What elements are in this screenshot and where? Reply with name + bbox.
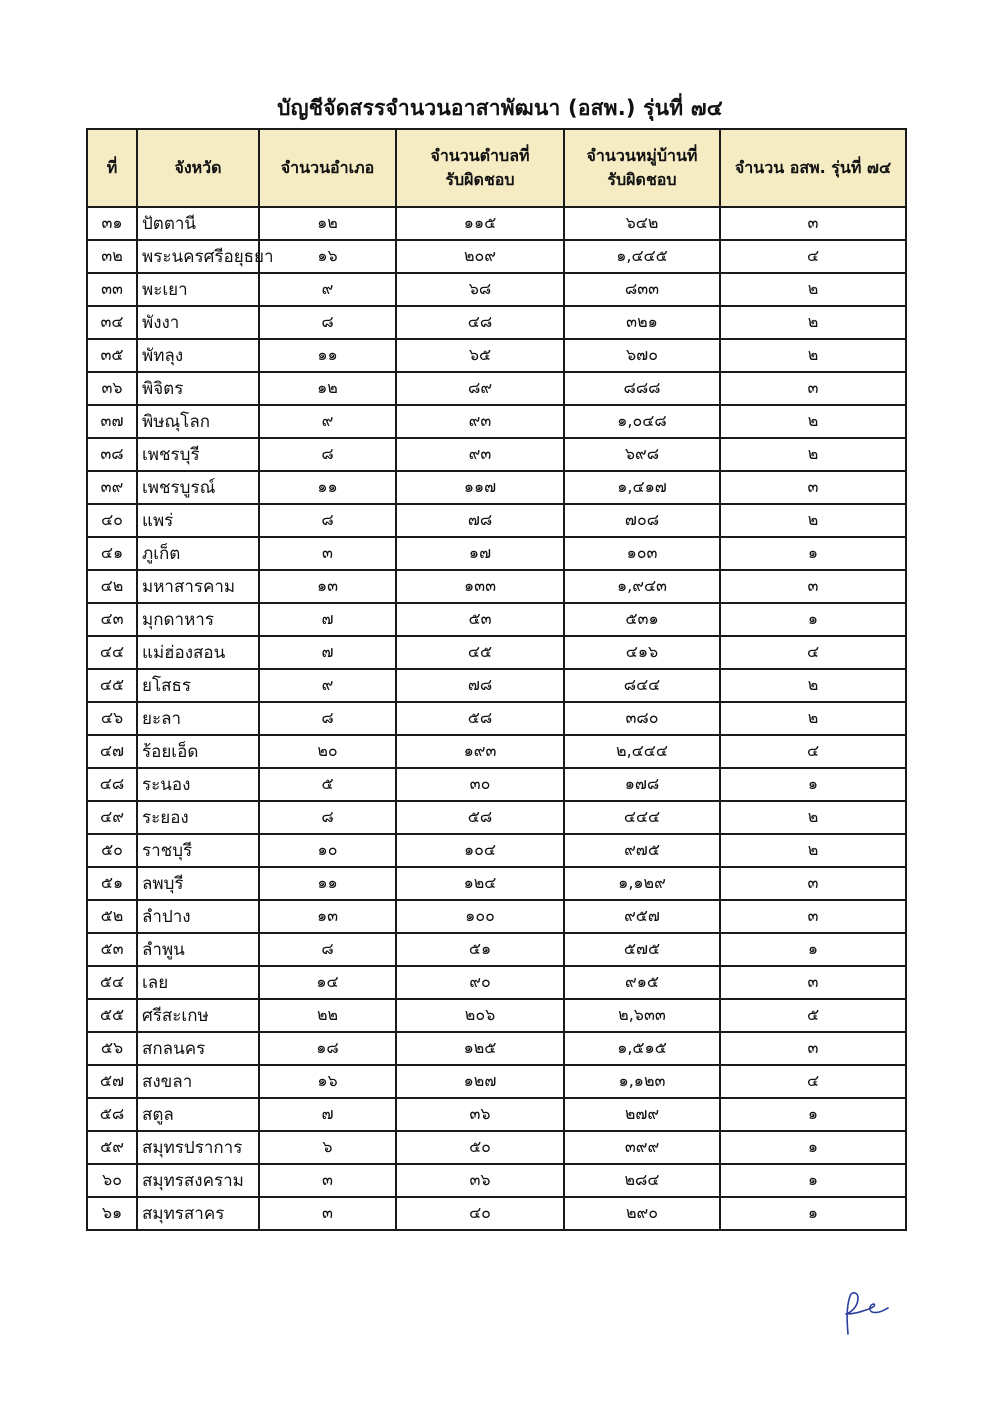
cell-villages: ๙๕๗	[564, 900, 720, 933]
cell-volunteers: ๒	[720, 438, 906, 471]
cell-no: ๔๔	[87, 636, 137, 669]
cell-province: พะเยา	[137, 273, 259, 306]
table-header	[87, 129, 906, 207]
cell-villages: ๕๓๑	[564, 603, 720, 636]
cell-province: ยะลา	[137, 702, 259, 735]
cell-subdistricts: ๙๐	[396, 966, 564, 999]
cell-no: ๔๙	[87, 801, 137, 834]
cell-volunteers: ๕	[720, 999, 906, 1032]
header-villages: จำนวนหมู่บ้านที่ รับผิดชอบ	[564, 129, 720, 207]
table-row	[87, 801, 906, 834]
cell-volunteers: ๓	[720, 570, 906, 603]
table-body	[87, 207, 906, 1230]
table-row	[87, 372, 906, 405]
cell-no: ๖๑	[87, 1197, 137, 1230]
cell-no: ๓๓	[87, 273, 137, 306]
cell-villages: ๑,๙๔๓	[564, 570, 720, 603]
cell-villages: ๑,๑๒๙	[564, 867, 720, 900]
cell-no: ๕๙	[87, 1131, 137, 1164]
table-row	[87, 1098, 906, 1131]
cell-no: ๕๘	[87, 1098, 137, 1131]
cell-districts: ๑๖	[259, 1065, 396, 1098]
cell-subdistricts: ๙๓	[396, 405, 564, 438]
table-row	[87, 1032, 906, 1065]
cell-districts: ๑๑	[259, 471, 396, 504]
cell-province: พัทลุง	[137, 339, 259, 372]
cell-villages: ๖๔๒	[564, 207, 720, 240]
cell-no: ๓๙	[87, 471, 137, 504]
cell-province: สงขลา	[137, 1065, 259, 1098]
cell-villages: ๖๗๐	[564, 339, 720, 372]
table-row	[87, 1164, 906, 1197]
cell-villages: ๒,๖๓๓	[564, 999, 720, 1032]
cell-subdistricts: ๒๐๖	[396, 999, 564, 1032]
cell-province: มุกดาหาร	[137, 603, 259, 636]
table-row	[87, 240, 906, 273]
cell-volunteers: ๑	[720, 603, 906, 636]
cell-subdistricts: ๗๘	[396, 504, 564, 537]
cell-villages: ๑,๔๑๗	[564, 471, 720, 504]
cell-volunteers: ๒	[720, 339, 906, 372]
header-districts: จำนวนอำเภอ	[259, 129, 396, 207]
cell-volunteers: ๑	[720, 933, 906, 966]
cell-villages: ๑๗๘	[564, 768, 720, 801]
cell-no: ๔๗	[87, 735, 137, 768]
cell-districts: ๘	[259, 933, 396, 966]
cell-no: ๕๑	[87, 867, 137, 900]
cell-subdistricts: ๓๖	[396, 1098, 564, 1131]
cell-districts: ๑๑	[259, 867, 396, 900]
cell-volunteers: ๒	[720, 504, 906, 537]
cell-subdistricts: ๑๒๔	[396, 867, 564, 900]
cell-no: ๔๒	[87, 570, 137, 603]
cell-villages: ๓๙๙	[564, 1131, 720, 1164]
table-row	[87, 1131, 906, 1164]
cell-districts: ๓	[259, 537, 396, 570]
allocation-table	[86, 128, 907, 1231]
cell-no: ๓๘	[87, 438, 137, 471]
cell-volunteers: ๒	[720, 702, 906, 735]
cell-villages: ๙๑๕	[564, 966, 720, 999]
cell-volunteers: ๑	[720, 768, 906, 801]
cell-subdistricts: ๕๐	[396, 1131, 564, 1164]
cell-province: มหาสารคาม	[137, 570, 259, 603]
cell-province: เพชรบุรี	[137, 438, 259, 471]
cell-districts: ๙	[259, 669, 396, 702]
cell-subdistricts: ๓๖	[396, 1164, 564, 1197]
cell-volunteers: ๓	[720, 966, 906, 999]
cell-subdistricts: ๙๓	[396, 438, 564, 471]
table-row	[87, 1065, 906, 1098]
cell-province: สมุทรสาคร	[137, 1197, 259, 1230]
cell-no: ๕๐	[87, 834, 137, 867]
table-row	[87, 438, 906, 471]
cell-subdistricts: ๑๑๕	[396, 207, 564, 240]
table-row	[87, 702, 906, 735]
cell-districts: ๑๐	[259, 834, 396, 867]
cell-province: ราชบุรี	[137, 834, 259, 867]
table-row	[87, 207, 906, 240]
cell-subdistricts: ๓๐	[396, 768, 564, 801]
cell-volunteers: ๒	[720, 801, 906, 834]
cell-villages: ๙๗๕	[564, 834, 720, 867]
cell-volunteers: ๒	[720, 306, 906, 339]
cell-volunteers: ๑	[720, 1197, 906, 1230]
table-row	[87, 1197, 906, 1230]
cell-villages: ๘๓๓	[564, 273, 720, 306]
cell-no: ๔๑	[87, 537, 137, 570]
cell-province: ปัตตานี	[137, 207, 259, 240]
header-no: ที่	[87, 129, 137, 207]
cell-province: เลย	[137, 966, 259, 999]
table-row	[87, 768, 906, 801]
cell-no: ๓๑	[87, 207, 137, 240]
cell-villages: ๑,๐๔๘	[564, 405, 720, 438]
header-province: จังหวัด	[137, 129, 259, 207]
cell-subdistricts: ๕๓	[396, 603, 564, 636]
cell-province: ระนอง	[137, 768, 259, 801]
cell-province: พระนครศรีอยุธยา	[137, 240, 259, 273]
table-row	[87, 966, 906, 999]
cell-villages: ๑,๔๔๕	[564, 240, 720, 273]
cell-subdistricts: ๕๑	[396, 933, 564, 966]
table-row	[87, 339, 906, 372]
cell-districts: ๑๘	[259, 1032, 396, 1065]
cell-subdistricts: ๑๒๕	[396, 1032, 564, 1065]
table-row	[87, 471, 906, 504]
cell-districts: ๘	[259, 438, 396, 471]
cell-no: ๕๔	[87, 966, 137, 999]
signature-initials	[838, 1288, 896, 1338]
cell-districts: ๑๒	[259, 372, 396, 405]
table-row	[87, 603, 906, 636]
cell-volunteers: ๑	[720, 1098, 906, 1131]
cell-districts: ๘	[259, 801, 396, 834]
cell-districts: ๘	[259, 306, 396, 339]
cell-districts: ๑๓	[259, 570, 396, 603]
cell-volunteers: ๑	[720, 537, 906, 570]
cell-districts: ๘	[259, 504, 396, 537]
cell-subdistricts: ๖๕	[396, 339, 564, 372]
table-row	[87, 999, 906, 1032]
cell-districts: ๖	[259, 1131, 396, 1164]
cell-districts: ๑๔	[259, 966, 396, 999]
table-row	[87, 570, 906, 603]
cell-districts: ๑๑	[259, 339, 396, 372]
cell-subdistricts: ๕๘	[396, 801, 564, 834]
cell-districts: ๓	[259, 1164, 396, 1197]
table-row	[87, 405, 906, 438]
table-row	[87, 933, 906, 966]
table-row	[87, 504, 906, 537]
cell-subdistricts: ๒๐๙	[396, 240, 564, 273]
cell-province: ยโสธร	[137, 669, 259, 702]
cell-villages: ๔๔๔	[564, 801, 720, 834]
cell-province: สมุทรสงคราม	[137, 1164, 259, 1197]
cell-districts: ๘	[259, 702, 396, 735]
cell-province: พิษณุโลก	[137, 405, 259, 438]
cell-districts: ๒๐	[259, 735, 396, 768]
cell-districts: ๗	[259, 636, 396, 669]
cell-province: ภูเก็ต	[137, 537, 259, 570]
cell-villages: ๕๗๕	[564, 933, 720, 966]
cell-province: แม่ฮ่องสอน	[137, 636, 259, 669]
document-title: บัญชีจัดสรรจำนวนอาสาพัฒนา (อสพ.) รุ่นที่ ๗๔	[277, 96, 723, 120]
table-row	[87, 735, 906, 768]
cell-province: ร้อยเอ็ด	[137, 735, 259, 768]
cell-volunteers: ๓	[720, 471, 906, 504]
cell-villages: ๒๙๐	[564, 1197, 720, 1230]
cell-no: ๓๒	[87, 240, 137, 273]
cell-volunteers: ๓	[720, 867, 906, 900]
cell-no: ๕๕	[87, 999, 137, 1032]
cell-province: พิจิตร	[137, 372, 259, 405]
cell-province: สกลนคร	[137, 1032, 259, 1065]
cell-volunteers: ๓	[720, 372, 906, 405]
cell-no: ๔๐	[87, 504, 137, 537]
cell-districts: ๗	[259, 603, 396, 636]
table-row	[87, 900, 906, 933]
cell-districts: ๗	[259, 1098, 396, 1131]
cell-no: ๖๐	[87, 1164, 137, 1197]
cell-subdistricts: ๑๒๗	[396, 1065, 564, 1098]
cell-subdistricts: ๗๘	[396, 669, 564, 702]
cell-no: ๓๔	[87, 306, 137, 339]
table-row	[87, 636, 906, 669]
cell-volunteers: ๔	[720, 636, 906, 669]
cell-villages: ๒๘๔	[564, 1164, 720, 1197]
cell-districts: ๑๓	[259, 900, 396, 933]
cell-province: ลำปาง	[137, 900, 259, 933]
cell-province: ลพบุรี	[137, 867, 259, 900]
cell-volunteers: ๒	[720, 405, 906, 438]
cell-volunteers: ๓	[720, 207, 906, 240]
cell-villages: ๘๔๔	[564, 669, 720, 702]
table-row	[87, 867, 906, 900]
header-volunteers: จำนวน อสพ. รุ่นที่ ๗๔	[720, 129, 906, 207]
cell-subdistricts: ๑๓๓	[396, 570, 564, 603]
cell-villages: ๓๘๐	[564, 702, 720, 735]
cell-no: ๔๖	[87, 702, 137, 735]
table-row	[87, 306, 906, 339]
cell-volunteers: ๒	[720, 834, 906, 867]
header-row	[87, 129, 906, 207]
cell-province: สมุทรปราการ	[137, 1131, 259, 1164]
cell-no: ๕๓	[87, 933, 137, 966]
cell-province: ลำพูน	[137, 933, 259, 966]
cell-subdistricts: ๑๙๓	[396, 735, 564, 768]
cell-villages: ๒,๔๔๔	[564, 735, 720, 768]
cell-districts: ๙	[259, 273, 396, 306]
cell-villages: ๖๙๘	[564, 438, 720, 471]
cell-province: แพร่	[137, 504, 259, 537]
cell-province: สตูล	[137, 1098, 259, 1131]
cell-no: ๓๖	[87, 372, 137, 405]
cell-no: ๓๗	[87, 405, 137, 438]
cell-volunteers: ๒	[720, 669, 906, 702]
cell-volunteers: ๑	[720, 1131, 906, 1164]
cell-no: ๕๗	[87, 1065, 137, 1098]
cell-no: ๔๓	[87, 603, 137, 636]
cell-villages: ๓๒๑	[564, 306, 720, 339]
cell-no: ๕๒	[87, 900, 137, 933]
cell-villages: ๘๘๘	[564, 372, 720, 405]
cell-volunteers: ๔	[720, 240, 906, 273]
cell-subdistricts: ๑๗	[396, 537, 564, 570]
cell-subdistricts: ๑๑๗	[396, 471, 564, 504]
cell-villages: ๒๗๙	[564, 1098, 720, 1131]
cell-volunteers: ๔	[720, 1065, 906, 1098]
cell-villages: ๑,๕๑๕	[564, 1032, 720, 1065]
cell-no: ๔๘	[87, 768, 137, 801]
header-subdistricts: จำนวนตำบลที่ รับผิดชอบ	[396, 129, 564, 207]
cell-subdistricts: ๔๕	[396, 636, 564, 669]
cell-districts: ๙	[259, 405, 396, 438]
cell-subdistricts: ๔๘	[396, 306, 564, 339]
cell-villages: ๗๐๘	[564, 504, 720, 537]
cell-no: ๕๖	[87, 1032, 137, 1065]
table-row	[87, 834, 906, 867]
cell-province: ศรีสะเกษ	[137, 999, 259, 1032]
cell-no: ๔๕	[87, 669, 137, 702]
cell-volunteers: ๑	[720, 1164, 906, 1197]
cell-volunteers: ๒	[720, 273, 906, 306]
cell-districts: ๓	[259, 1197, 396, 1230]
cell-volunteers: ๓	[720, 900, 906, 933]
cell-province: ระยอง	[137, 801, 259, 834]
cell-subdistricts: ๖๘	[396, 273, 564, 306]
cell-districts: ๑๖	[259, 240, 396, 273]
cell-villages: ๔๑๖	[564, 636, 720, 669]
cell-districts: ๕	[259, 768, 396, 801]
cell-subdistricts: ๑๐๐	[396, 900, 564, 933]
table-row	[87, 669, 906, 702]
cell-province: เพชรบูรณ์	[137, 471, 259, 504]
cell-districts: ๑๒	[259, 207, 396, 240]
cell-villages: ๑๐๓	[564, 537, 720, 570]
cell-volunteers: ๓	[720, 1032, 906, 1065]
table-row	[87, 537, 906, 570]
cell-subdistricts: ๘๙	[396, 372, 564, 405]
cell-subdistricts: ๑๐๔	[396, 834, 564, 867]
cell-volunteers: ๔	[720, 735, 906, 768]
cell-province: พังงา	[137, 306, 259, 339]
cell-subdistricts: ๔๐	[396, 1197, 564, 1230]
cell-no: ๓๕	[87, 339, 137, 372]
table-row	[87, 273, 906, 306]
cell-villages: ๑,๑๒๓	[564, 1065, 720, 1098]
cell-subdistricts: ๕๘	[396, 702, 564, 735]
cell-districts: ๒๒	[259, 999, 396, 1032]
